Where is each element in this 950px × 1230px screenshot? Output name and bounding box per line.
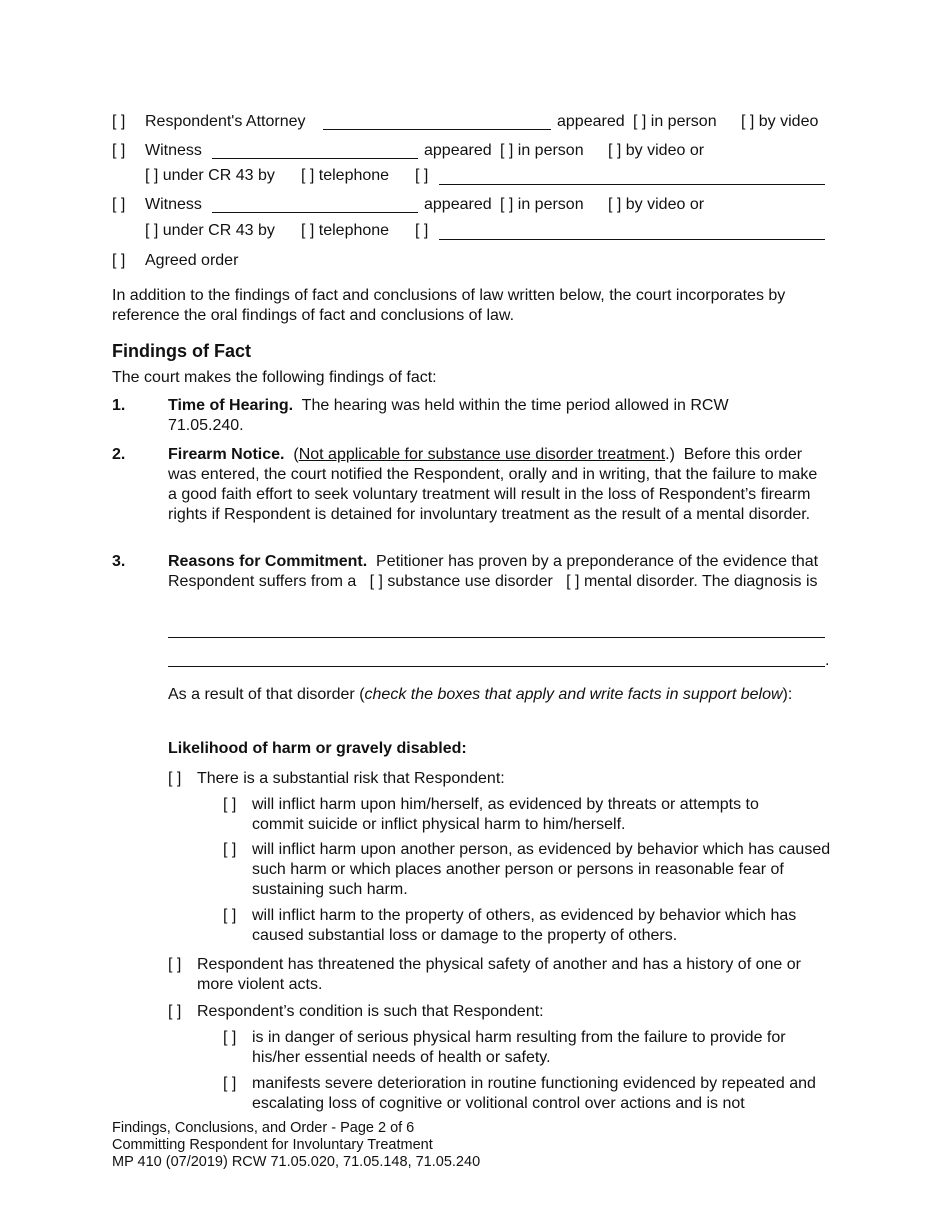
agreed-order-label: Agreed order: [145, 252, 239, 269]
attorney-appeared-label: appeared: [557, 113, 625, 130]
diagnosis-period: .: [825, 652, 830, 669]
attorney-checkbox[interactable]: [ ]: [112, 113, 126, 130]
item3-title: Reasons for Commitment.: [168, 553, 368, 570]
footer-title: Committing Respondent for Involuntary Treatment: [112, 1137, 433, 1153]
item2-close-paren: .): [665, 446, 675, 463]
witness2-in-person-option[interactable]: [ ] in person: [500, 196, 584, 213]
witness1-other-option[interactable]: [ ]: [415, 167, 429, 184]
harm-heading: Likelihood of harm or gravely disabled:: [168, 740, 467, 757]
attorney-by-video-option[interactable]: [ ] by video: [741, 113, 819, 130]
item1-text: The hearing was held within the time period allowed in RCW 71.05.240.: [168, 397, 729, 434]
footer-form-code: MP 410 (07/2019) RCW 71.05.020, 71.05.148, 71.05.240: [112, 1154, 481, 1170]
item1-number: 1.: [112, 397, 126, 414]
findings-lead: The court makes the following findings of fact:: [112, 369, 437, 386]
witness2-other-option[interactable]: [ ]: [415, 222, 429, 239]
item2-number: 2.: [112, 446, 126, 463]
risk-item-3-text: will inflict harm to the property of others, as evidenced by behavior which has caused substantial loss or damage to the property of others.: [252, 907, 797, 944]
intro-paragraph: In addition to the findings of fact and conclusions of law written below, the court incorporates by reference the oral findings of fact and conclusions of law.: [112, 287, 786, 324]
condition-item-2-checkbox[interactable]: [ ]: [223, 1075, 237, 1092]
result-paragraph: [168, 685, 808, 705]
witness1-by-video-option[interactable]: [ ] by video or: [608, 142, 705, 159]
witness1-appeared-label: appeared: [424, 142, 492, 159]
item2-text: Before this order was entered, the court notified the Respondent, orally and in writing, that the failure to make a good faith effort to seek voluntary treatment will result in the loss of Respondent’s firearm rights if Respondent is detained for involuntary treatment as the result of a mental disorder.: [168, 446, 818, 523]
condition-item-1-text: is in danger of serious physical harm resulting from the failure to provide for his/her essential needs of health or safety.: [252, 1029, 786, 1066]
witness2-by-video-option[interactable]: [ ] by video or: [608, 196, 705, 213]
witness1-checkbox[interactable]: [ ]: [112, 142, 126, 159]
condition-item-1-checkbox[interactable]: [ ]: [223, 1029, 237, 1046]
witness2-appeared-label: appeared: [424, 196, 492, 213]
risk-item-2-checkbox[interactable]: [ ]: [223, 841, 237, 858]
attorney-name-field[interactable]: [323, 129, 551, 130]
item3-text-a: Petitioner has proven by a preponderance of the evidence that Respondent suffers from a: [168, 553, 819, 590]
item1-title: Time of Hearing.: [168, 397, 294, 414]
witness2-checkbox[interactable]: [ ]: [112, 196, 126, 213]
witness2-other-field[interactable]: [439, 239, 825, 240]
footer-page-info: Findings, Conclusions, and Order - Page 2 of 6: [112, 1120, 415, 1136]
item3-body: [168, 552, 840, 592]
footer: [112, 1120, 480, 1171]
risk-item-2-text: will inflict harm upon another person, as evidenced by behavior which has caused such harm or which places another person or persons in reasonable fear of sustaining such harm.: [252, 841, 831, 898]
agreed-order-checkbox[interactable]: [ ]: [112, 252, 126, 269]
condition-item-2-text: manifests severe deterioration in routine functioning evidenced by repeated and escalating loss of cognitive or volitional control over actions and is not: [252, 1075, 816, 1112]
risk-checkbox[interactable]: [ ]: [168, 770, 182, 787]
result-instruction: check the boxes that apply and write facts in support below: [364, 686, 783, 703]
witness1-in-person-option[interactable]: [ ] in person: [500, 142, 584, 159]
threat-checkbox[interactable]: [ ]: [168, 956, 182, 973]
risk-item-1-checkbox[interactable]: [ ]: [223, 796, 237, 813]
item3-number: 3.: [112, 553, 126, 570]
md-checkbox-option[interactable]: [ ] mental disorder.: [566, 573, 698, 590]
result-end: ):: [782, 686, 793, 703]
witness2-cr43-option[interactable]: [ ] under CR 43 by: [145, 222, 275, 239]
item1-body: [168, 396, 808, 436]
item3-text-b: The diagnosis is: [701, 573, 818, 590]
condition-label: Respondent’s condition is such that Respondent:: [197, 1003, 544, 1020]
item2-title: Firearm Notice.: [168, 446, 285, 463]
attorney-label: Respondent's Attorney: [145, 113, 306, 130]
sud-checkbox-option[interactable]: [ ] substance use disorder: [369, 573, 553, 590]
witness1-other-field[interactable]: [439, 184, 825, 185]
witness1-name-field[interactable]: [212, 158, 418, 159]
findings-heading: Findings of Fact: [112, 341, 251, 361]
witness1-telephone-option[interactable]: [ ] telephone: [301, 167, 390, 184]
diagnosis-line-1[interactable]: [168, 637, 825, 638]
witness1-label: Witness: [145, 142, 202, 159]
threat-text: Respondent has threatened the physical safety of another and has a history of one or more violent acts.: [197, 956, 801, 993]
witness1-cr43-option[interactable]: [ ] under CR 43 by: [145, 167, 275, 184]
item2-underlined-note: Not applicable for substance use disorder treatment: [298, 446, 666, 463]
condition-checkbox[interactable]: [ ]: [168, 1003, 182, 1020]
witness2-name-field[interactable]: [212, 212, 418, 213]
risk-item-1-text: will inflict harm upon him/herself, as evidenced by threats or attempts to commit suicide or inflict physical harm to him/herself.: [252, 796, 759, 833]
risk-item-3-checkbox[interactable]: [ ]: [223, 907, 237, 924]
item2-open-paren: (: [293, 446, 299, 463]
attorney-in-person-option[interactable]: [ ] in person: [633, 113, 717, 130]
diagnosis-line-2[interactable]: [168, 666, 825, 667]
item2-body: [168, 445, 828, 525]
result-lead: As a result of that disorder (: [168, 686, 365, 703]
witness2-label: Witness: [145, 196, 202, 213]
risk-label: There is a substantial risk that Respondent:: [197, 770, 505, 787]
witness2-telephone-option[interactable]: [ ] telephone: [301, 222, 390, 239]
